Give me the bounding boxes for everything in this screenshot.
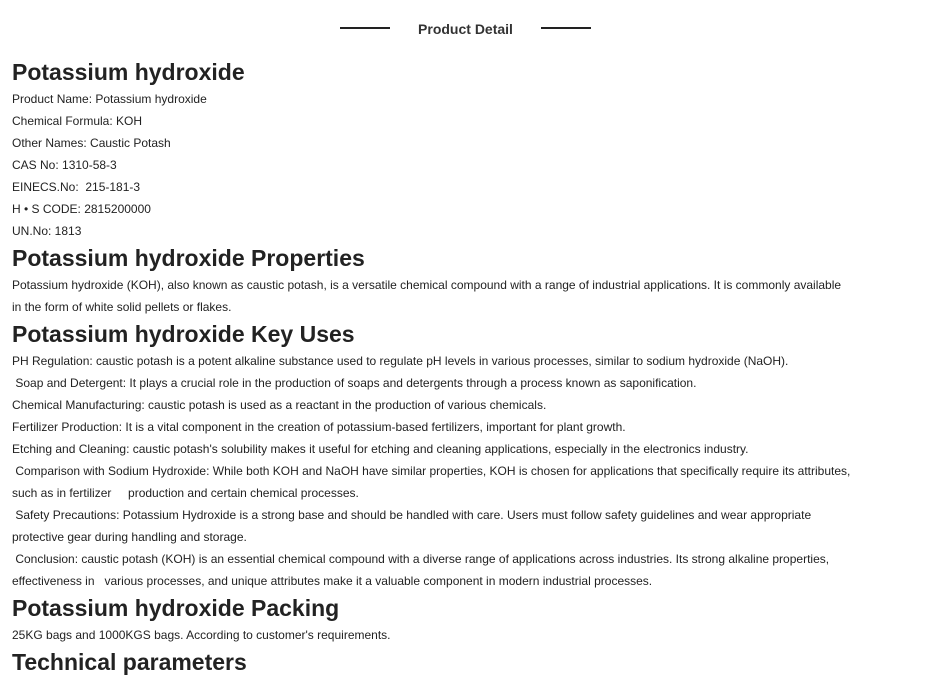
use-fertilizer-production: Fertilizer Production: It is a vital component in the creation of potassium-based fertilizers, important for plant growth.: [12, 420, 626, 434]
info-chemical-formula: Chemical Formula: KOH: [12, 114, 143, 128]
packing-text: 25KG bags and 1000KGS bags. According to customer's requirements.: [12, 628, 391, 642]
use-safety-precautions: Safety Precautions: Potassium Hydroxide is a strong base and should be handled with care. Users must follow safety guidelines and wear appropriate: [12, 508, 812, 522]
use-safety-precautions-cont: protective gear during handling and storage.: [12, 530, 247, 544]
use-comparison-naoh-cont: such as in fertilizer production and certain chemical processes.: [12, 486, 359, 500]
heading-product-name: Potassium hydroxide: [12, 59, 245, 85]
info-einecs-no: EINECS.No: 215-181-3: [12, 180, 141, 194]
product-detail-title: Product Detail: [418, 21, 513, 37]
info-un-no: UN.No: 1813: [12, 224, 82, 238]
heading-technical-parameters: Technical parameters: [12, 649, 247, 675]
product-detail-header: [0, 0, 928, 56]
heading-properties: Potassium hydroxide Properties: [12, 245, 365, 271]
heading-packing: Potassium hydroxide Packing: [12, 595, 340, 621]
info-other-names: Other Names: Caustic Potash: [12, 136, 171, 150]
product-detail-content: [12, 56, 918, 678]
use-ph-regulation: PH Regulation: caustic potash is a potent alkaline substance used to regulate pH levels in various processes, similar to sodium hydroxide (NaOH).: [12, 354, 789, 368]
use-soap-detergent: Soap and Detergent: It plays a crucial role in the production of soaps and detergents through a process known as saponification.: [12, 376, 697, 390]
use-chemical-manufacturing: Chemical Manufacturing: caustic potash is used as a reactant in the production of various chemicals.: [12, 398, 547, 412]
heading-key-uses: Potassium hydroxide Key Uses: [12, 321, 355, 347]
info-hs-code: H • S CODE: 2815200000: [12, 202, 151, 216]
use-conclusion: Conclusion: caustic potash (KOH) is an essential chemical compound with a diverse range of applications across industries. Its strong alkaline properties,: [12, 552, 830, 566]
properties-text-line: in the form of white solid pellets or flakes.: [12, 300, 232, 314]
header-divider-right: [541, 27, 591, 29]
use-conclusion-cont: effectiveness in various processes, and unique attributes make it a valuable component in modern industrial processes.: [12, 574, 653, 588]
info-product-name: Product Name: Potassium hydroxide: [12, 92, 207, 106]
info-cas-no: CAS No: 1310-58-3: [12, 158, 117, 172]
properties-text-line: Potassium hydroxide (KOH), also known as caustic potash, is a versatile chemical compound with a range of industrial applications. It is commonly available: [12, 278, 842, 292]
header-divider-left: [340, 27, 390, 29]
use-etching-cleaning: Etching and Cleaning: caustic potash's solubility makes it useful for etching and cleaning applications, especially in the electronics industry.: [12, 442, 749, 456]
use-comparison-naoh: Comparison with Sodium Hydroxide: While both KOH and NaOH have similar properties, KOH is chosen for applications that specifically require its attributes,: [12, 464, 851, 478]
